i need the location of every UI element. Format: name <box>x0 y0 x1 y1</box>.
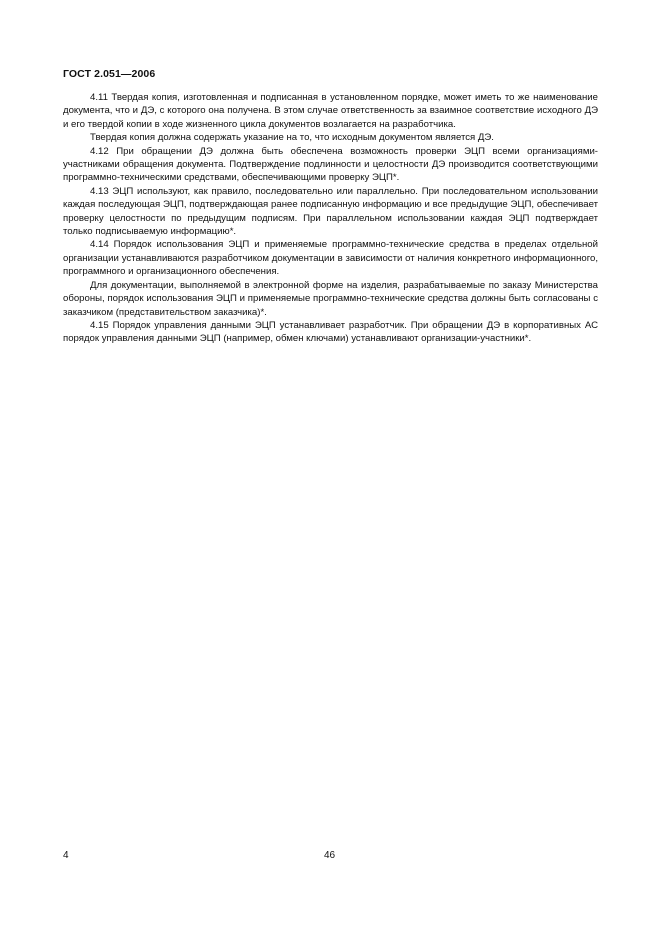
paragraph-hard-copy-note: Твердая копия должна содержать указание на то, что исходным документом является ДЭ. <box>90 132 494 144</box>
document-body <box>63 91 598 346</box>
paragraph-4-14: 4.14 Порядок использования ЭЦП и применяемые программно-технические средства в пределах отдельной организации устанавливаются разработчиком документации в зависимости от наличия конкретного информационного, программного и организационного обеспечения. <box>63 239 598 278</box>
paragraph-4-15: 4.15 Порядок управления данными ЭЦП устанавливает разработчик. При обращении ДЭ в корпоративных АС порядок управления данными ЭЦП (например, обмен ключами) устанавливают организации-участники*. <box>63 319 598 345</box>
paragraph-4-11: 4.11 Твердая копия, изготовленная и подписанная в установленном порядке, может иметь то же наименование документа, что и ДЭ, с которого она получена. В этом случае ответственность за взаимное соответствие исходного ДЭ и его твердой копии в ходе жизненного цикла документов возлагается на разработчика. <box>63 92 598 130</box>
paragraph-4-13: 4.13 ЭЦП используют, как правило, последовательно или параллельно. При последовательном использовании каждая последующая ЭЦП, подтверждающая ранее подписанную информацию и все предыдущие ЭЦП, обеспечивает проверку целостности по предыдущим подписям. При параллельном использовании каждая ЭЦП подтверждает только подписываемую информацию*. <box>63 185 598 238</box>
document-standard-header: ГОСТ 2.051—2006 <box>63 68 156 80</box>
paragraph-4-12: 4.12 При обращении ДЭ должна быть обеспечена возможность проверки ЭЦП всеми организациями-участниками обращения документа. Подтверждение подлинности и целостности ДЭ производится соответствующими программно-техническими средствами, обеспечивающими проверку ЭЦП*. <box>63 145 598 184</box>
sheet-number: 46 <box>324 850 336 861</box>
page-number: 4 <box>63 850 69 861</box>
paragraph-defense-documentation: Для документации, выполняемой в электронной форме на изделия, разрабатываемые по заказу Министерства обороны, порядок использования ЭЦП и применяемые программно-технические средства должны быть согласованы с заказчиком (представительством заказчика)*. <box>63 279 598 318</box>
